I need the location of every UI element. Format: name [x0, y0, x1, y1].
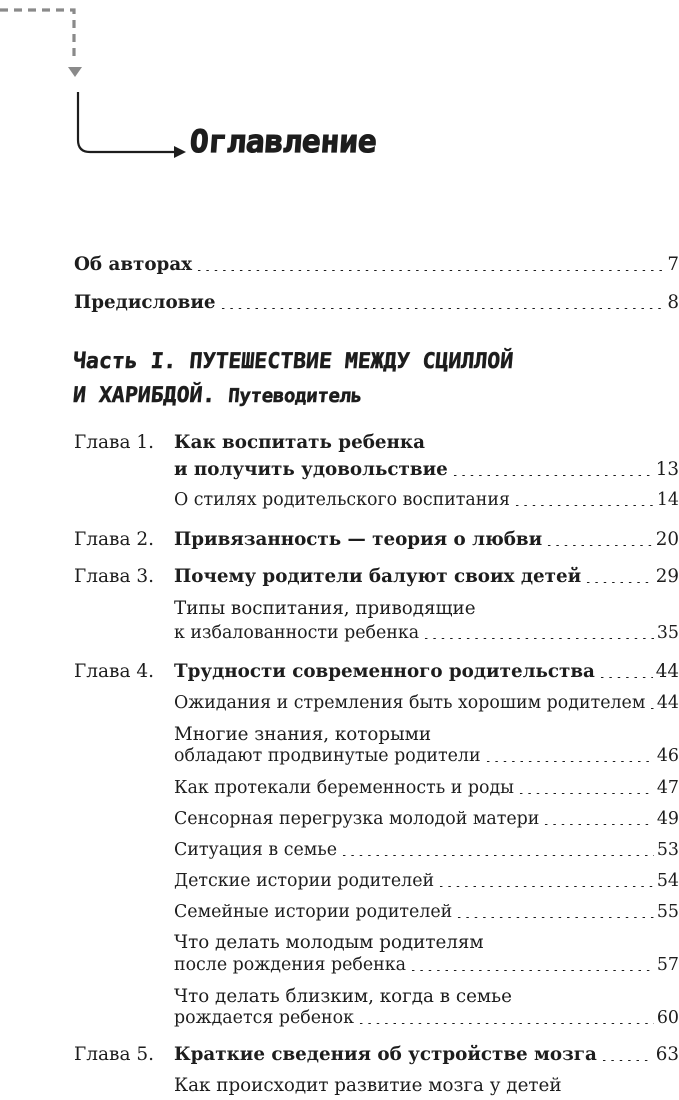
part-heading-line1: Часть I. ПУТЕШЕСТВИЕ МЕЖДУ СЦИЛЛОЙ: [71, 349, 515, 374]
toc-chapter-3[interactable]: [174, 566, 679, 587]
section-label-line1[interactable]: Что делать близким, когда в семье: [174, 986, 512, 1007]
section-label-line2: к избалованности ребенка: [174, 623, 420, 643]
chapter-number: Глава 2.: [74, 529, 155, 550]
dot-leader: [219, 308, 665, 309]
section-label-line1[interactable]: Типы воспитания, приводящие: [174, 598, 476, 619]
entry-page: 57: [656, 955, 679, 975]
section-label: Ожидания и стремления быть хорошим родителем: [174, 693, 646, 713]
section-label-line1[interactable]: Многие знания, которыми: [174, 724, 432, 745]
toc-chapter-4[interactable]: [174, 661, 679, 682]
page-title: Оглавление: [188, 124, 378, 160]
entry-page: 35: [656, 623, 679, 643]
chapter-title: Краткие сведения об устройстве мозга: [174, 1044, 597, 1065]
toc-section[interactable]: [174, 1008, 679, 1028]
chapter-number: Глава 5.: [74, 1044, 155, 1065]
section-label-line2: обладают продвинутые родители: [174, 746, 481, 766]
toc-entry-authors[interactable]: [74, 254, 679, 275]
toc-chapter-5[interactable]: [174, 1044, 679, 1065]
section-label: Детские истории родителей: [174, 871, 435, 891]
entry-page: 60: [656, 1008, 679, 1028]
dot-leader: [517, 793, 654, 794]
section-label: О стилях родительского воспитания: [174, 490, 510, 510]
dot-leader: [513, 505, 654, 506]
toc-section[interactable]: [174, 871, 679, 891]
dot-leader: [484, 761, 654, 762]
section-label-line2: после рождения ребенка: [174, 955, 406, 975]
chapter-title-line2: и получить удовольствие: [174, 459, 448, 480]
dot-leader: [357, 1023, 654, 1024]
entry-page: 46: [656, 746, 679, 766]
dot-leader: [545, 545, 653, 546]
section-label[interactable]: Как происходит развитие мозга у детей: [174, 1075, 562, 1096]
entry-page: 44: [655, 661, 679, 682]
chapter-title: Трудности современного родительства: [174, 661, 595, 682]
entry-page: 55: [656, 902, 679, 922]
dot-leader: [409, 970, 654, 971]
part-heading-subtitle: Путеводитель: [227, 385, 363, 407]
section-label: Сенсорная перегрузка молодой матери: [174, 809, 540, 829]
part-heading-caps: И ХАРИБДОЙ.: [71, 383, 217, 408]
toc-entry-preface[interactable]: [74, 292, 679, 313]
toc-section[interactable]: [174, 902, 679, 922]
dot-leader: [437, 886, 654, 887]
toc-section[interactable]: [174, 955, 679, 975]
entry-page: 63: [655, 1044, 679, 1065]
entry-page: 14: [656, 490, 679, 510]
section-label-line2: рождается ребенок: [174, 1008, 354, 1028]
chapter-number: Глава 3.: [74, 566, 155, 587]
section-label: Семейные истории родителей: [174, 902, 453, 922]
toc-section[interactable]: [174, 840, 679, 860]
dot-leader: [542, 824, 653, 825]
dot-leader: [195, 270, 664, 271]
toc-section[interactable]: [174, 490, 679, 510]
toc-section[interactable]: [174, 746, 679, 766]
chapter-title: Привязанность — теория о любви: [174, 529, 543, 550]
section-label-line1[interactable]: Что делать молодым родителям: [174, 932, 484, 953]
entry-page: 20: [655, 529, 679, 550]
entry-page: 44: [656, 693, 679, 713]
section-label: Как протекали беременность и роды: [174, 778, 515, 798]
dot-leader: [422, 638, 654, 639]
dot-leader: [598, 677, 653, 678]
entry-page: 47: [656, 778, 679, 798]
part-heading-line2: [72, 383, 363, 408]
toc-chapter-1[interactable]: [174, 459, 679, 480]
section-label: Ситуация в семье: [174, 840, 338, 860]
dot-leader: [648, 708, 654, 709]
chapter-number: Глава 4.: [74, 661, 155, 682]
entry-label: Об авторах: [74, 254, 193, 275]
dot-leader: [600, 1060, 653, 1061]
dot-leader: [451, 475, 653, 476]
entry-page: 49: [656, 809, 679, 829]
dot-leader: [455, 917, 654, 918]
dot-leader: [340, 855, 654, 856]
entry-page: 53: [656, 840, 679, 860]
toc-chapter-2[interactable]: [174, 529, 679, 550]
entry-page: 13: [655, 459, 679, 480]
entry-page: 54: [656, 871, 679, 891]
dashed-arrow-decoration: [0, 0, 200, 170]
chapter-title-line1[interactable]: Как воспитать ребенка: [174, 432, 425, 453]
toc-section[interactable]: [174, 809, 679, 829]
toc-section[interactable]: [174, 623, 679, 643]
entry-page: 29: [655, 566, 679, 587]
chapter-title: Почему родители балуют своих детей: [174, 566, 582, 587]
dot-leader: [584, 582, 653, 583]
toc-section[interactable]: [174, 778, 679, 798]
entry-page: 7: [667, 254, 679, 275]
chapter-number: Глава 1.: [74, 432, 155, 453]
entry-page: 8: [667, 292, 679, 313]
entry-label: Предисловие: [74, 292, 216, 313]
toc-section[interactable]: [174, 693, 679, 713]
